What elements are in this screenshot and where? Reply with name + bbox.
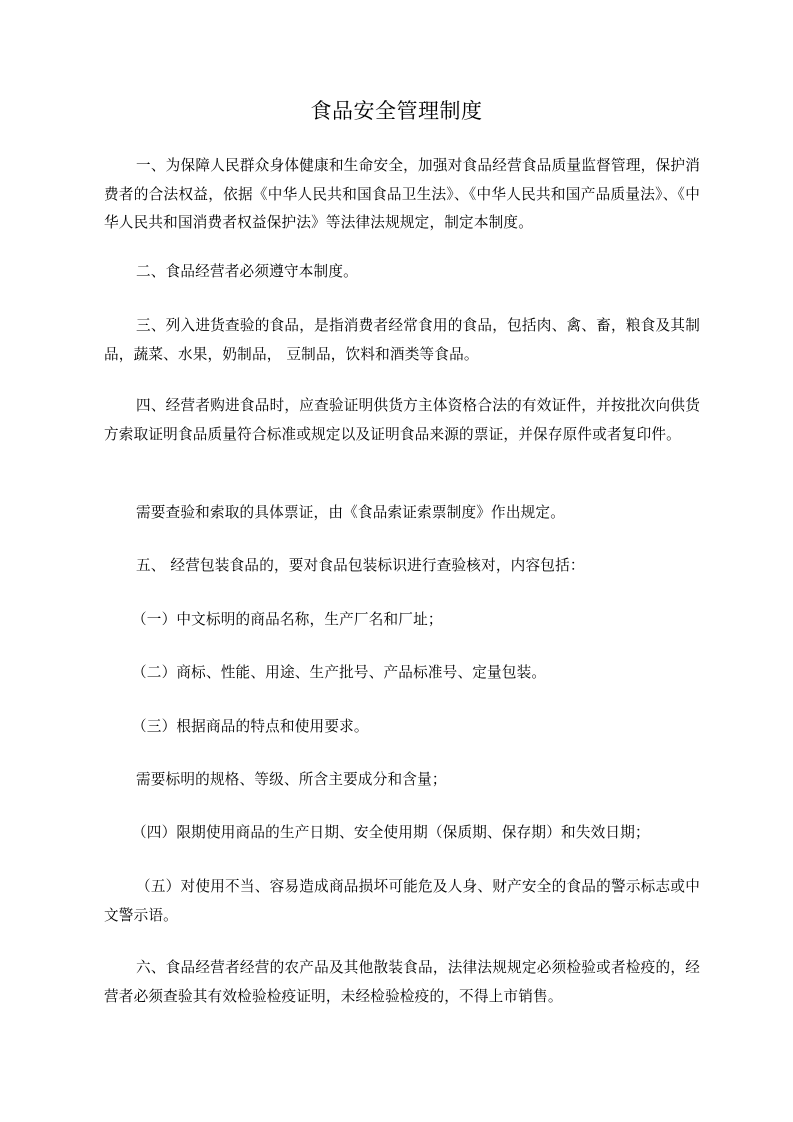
paragraph-8: （二）商标、性能、用途、生产批号、产品标准号、定量包装。 <box>132 664 547 681</box>
paragraph-1: 一、为保障人民群众身体健康和生命安全，加强对食品经营食品质量监督管理，保护消费者的合法权益，依据《中华人民共和国食品卫生法》、《中华人民共和国产品质量法》、《中华人民共和国消费者权益保护法》等法律法规规定，制定本制度。 <box>104 157 700 231</box>
document-title: 食品安全管理制度 <box>310 99 483 123</box>
paragraph-13: 六、食品经营者经营的农产品及其他散装食品，法律法规规定必须检验或者检疫的，经营者必须查验其有效检验检疫证明，未经检验检疫的，不得上市销售。 <box>104 959 700 1005</box>
paragraph-10: 需要标明的规格、等级、所含主要成分和含量； <box>136 771 447 788</box>
paragraph-3: 三、列入进货查验的食品，是指消费者经常食用的食品，包括肉、禽、畜，粮食及其制品，蔬菜、水果，奶制品， 豆制品，饮料和酒类等食品。 <box>104 317 700 363</box>
paragraph-11: （四）限期使用商品的生产日期、安全使用期（保质期、保存期）和失效日期； <box>132 824 650 841</box>
paragraph-12: （五）对使用不当、容易造成商品损坏可能危及人身、财产安全的食品的警示标志或中文警示语。 <box>104 878 700 924</box>
paragraph-6: 五、 经营包装食品的，要对食品包装标识进行查验核对，内容包括： <box>136 557 585 574</box>
paragraph-5: 需要查验和索取的具体票证，由《食品索证索票制度》作出规定。 <box>136 504 566 521</box>
paragraph-9: （三）根据商品的特点和使用要求。 <box>132 718 369 735</box>
paragraph-2: 二、食品经营者必须遵守本制度。 <box>136 263 358 280</box>
paragraph-7: （一）中文标明的商品名称，生产厂名和厂址； <box>132 611 443 628</box>
paragraph-4: 四、经营者购进食品时，应查验证明供货方主体资格合法的有效证件，并按批次向供货方索取证明食品质量符合标准或规定以及证明食品来源的票证，并保存原件或者复印件。 <box>104 397 700 443</box>
